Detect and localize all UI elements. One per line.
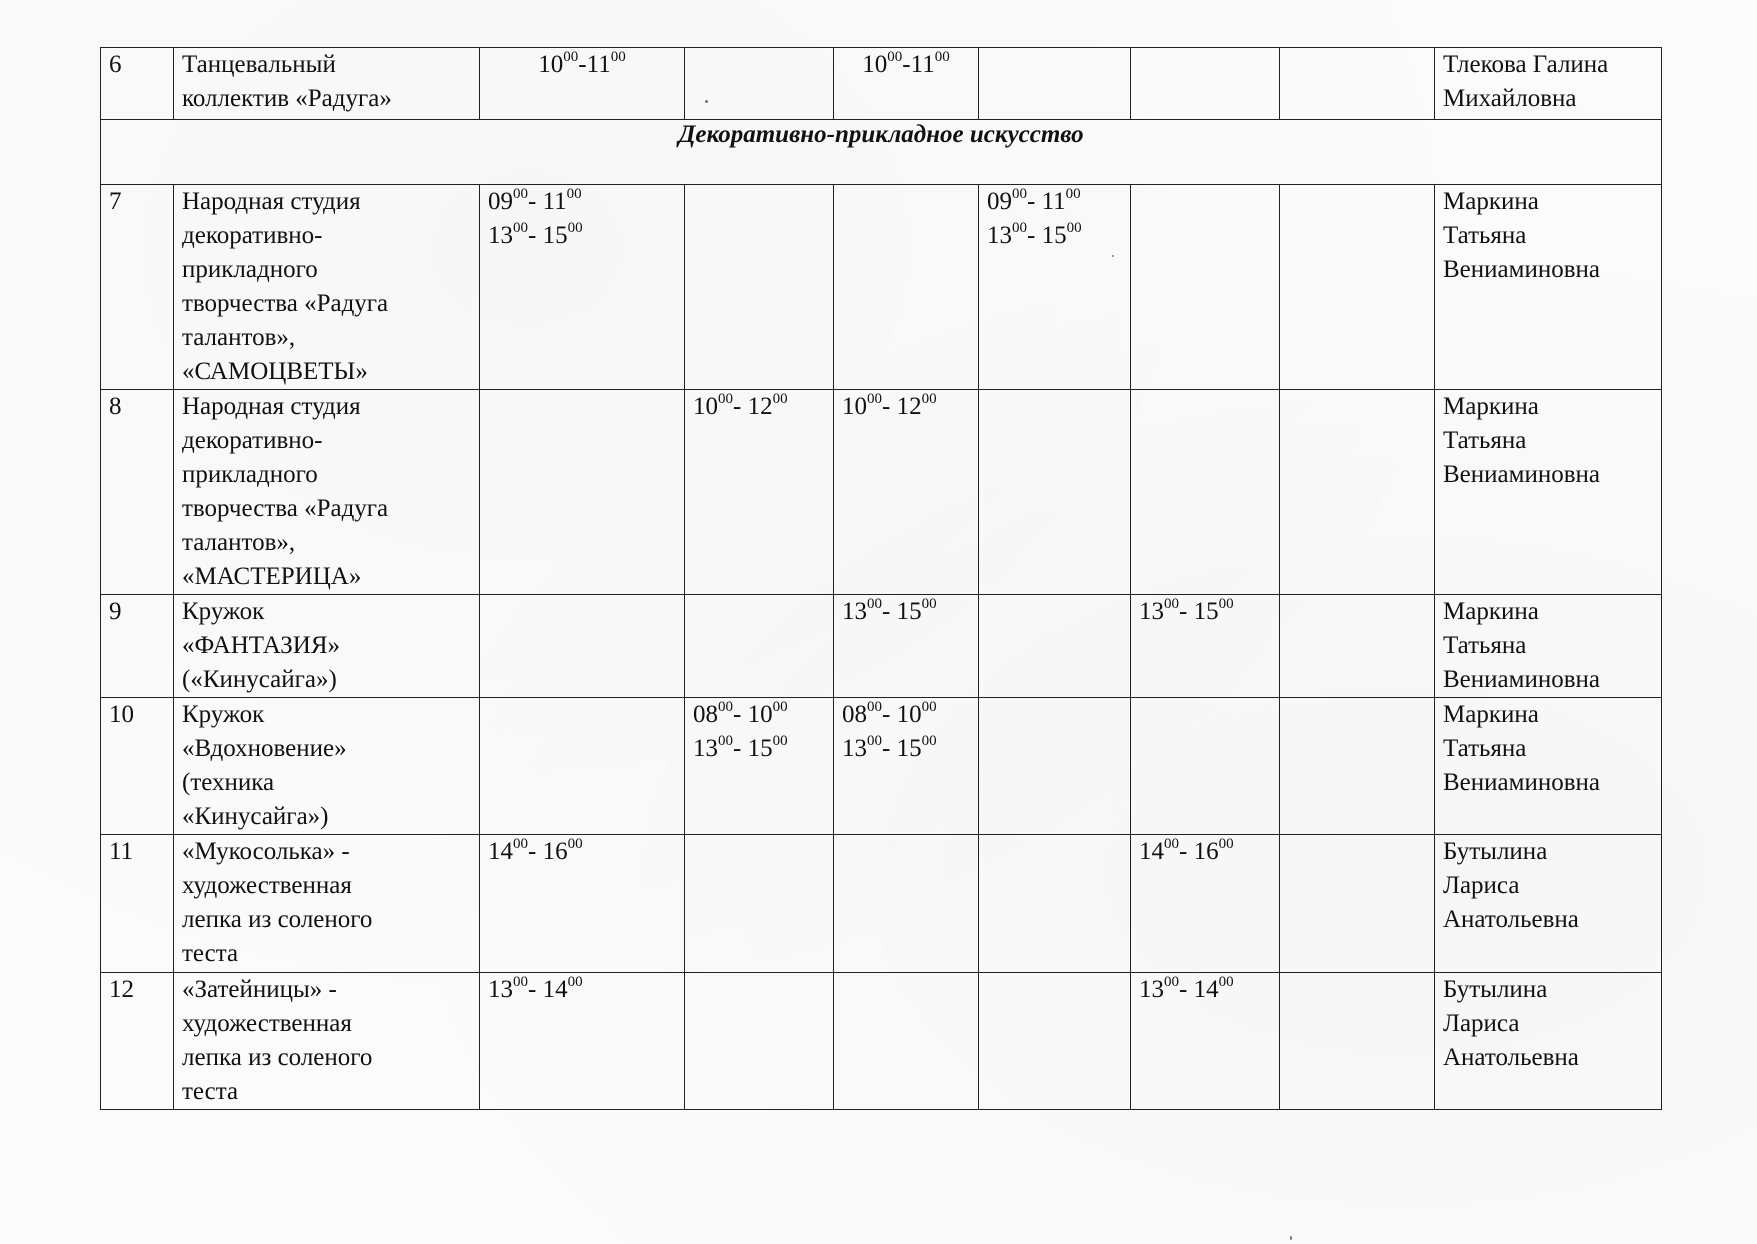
group-name	[174, 595, 480, 698]
time-slot: $14^{00}-$ $16^{00}$	[1139, 836, 1234, 865]
table-row	[101, 390, 1662, 595]
table-row	[101, 973, 1662, 1110]
time-cell-fri	[1131, 48, 1280, 120]
time-cell-wed	[834, 595, 979, 698]
group-name-line: «МАСТЕРИЦА»	[182, 563, 362, 590]
time-cell-fri	[1131, 390, 1280, 595]
time-cell-wed	[834, 698, 979, 835]
time-slot: $08^{00}-$ $10^{00}$	[693, 699, 788, 728]
leader-name-line: Татьяна	[1443, 632, 1527, 659]
time-slot: $13^{00}-$ $15^{00}$	[842, 596, 937, 625]
time-cell-fri	[1131, 185, 1280, 390]
time-cell-fri	[1131, 595, 1280, 698]
leader-name-line: Бутылина	[1443, 838, 1548, 865]
leader-name-line: Лариса	[1443, 872, 1520, 899]
time-cell-mon	[480, 595, 685, 698]
time-slot: $09^{00}-$ $11^{00}$	[987, 186, 1081, 215]
time-cell-tue	[685, 48, 834, 120]
group-name-line: талантов»,	[182, 324, 296, 351]
table-row	[101, 835, 1662, 973]
table-row	[101, 48, 1662, 120]
time-slot: $13^{00}-$ $14^{00}$	[1139, 974, 1234, 1003]
time-cell-mon	[480, 185, 685, 390]
leader-name	[1435, 185, 1662, 390]
time-cell-wed	[834, 48, 979, 120]
time-cell-sat	[1280, 835, 1435, 973]
group-name-line: талантов»,	[182, 529, 296, 556]
time-slot: $13^{00}-$ $15^{00}$	[488, 220, 583, 249]
group-name-line: декоративно-	[182, 222, 323, 249]
group-name-line: теста	[182, 940, 239, 967]
group-name-line: коллектив «Радуга»	[182, 85, 392, 112]
group-name	[174, 185, 480, 390]
time-cell-wed	[834, 973, 979, 1110]
group-name-line: Танцевальный	[182, 51, 336, 78]
group-name-line: «Затейницы» -	[182, 976, 337, 1003]
time-slot: $10^{00}-11^{00}$	[538, 49, 626, 78]
leader-name-line: Вениаминовна	[1443, 256, 1600, 283]
leader-name	[1435, 595, 1662, 698]
time-cell-sat	[1280, 185, 1435, 390]
group-name-line: Кружок	[182, 701, 265, 728]
time-cell-thu	[979, 835, 1131, 973]
time-cell-sat	[1280, 595, 1435, 698]
group-name	[174, 48, 480, 120]
row-number: 12	[101, 973, 174, 1110]
time-cell-wed	[834, 835, 979, 973]
time-cell-fri	[1131, 698, 1280, 835]
table-row	[101, 185, 1662, 390]
leader-name-line: Вениаминовна	[1443, 769, 1600, 796]
schedule-table	[100, 47, 1662, 1110]
time-cell-mon	[480, 390, 685, 595]
time-cell-wed	[834, 390, 979, 595]
leader-name-line: Маркина	[1443, 393, 1539, 420]
leader-name	[1435, 973, 1662, 1110]
row-number: 11	[101, 835, 174, 973]
time-cell-thu	[979, 185, 1131, 390]
leader-name-line: Михайловна	[1443, 85, 1577, 112]
time-cell-sat	[1280, 48, 1435, 120]
time-slot: $13^{00}-$ $15^{00}$	[1139, 596, 1234, 625]
row-number: 10	[101, 698, 174, 835]
time-cell-tue	[685, 185, 834, 390]
time-cell-fri	[1131, 973, 1280, 1110]
group-name	[174, 973, 480, 1110]
group-name-line: Кружок	[182, 598, 265, 625]
time-slot: $14^{00}-$ $16^{00}$	[488, 836, 583, 865]
row-number: 8	[101, 390, 174, 595]
leader-name	[1435, 48, 1662, 120]
time-cell-thu	[979, 973, 1131, 1110]
leader-name-line: Вениаминовна	[1443, 666, 1600, 693]
time-slot: $13^{00}-$ $15^{00}$	[842, 733, 937, 762]
time-cell-mon	[480, 698, 685, 835]
group-name-line: («Кинусайга»)	[182, 666, 337, 693]
time-cell-tue	[685, 835, 834, 973]
time-cell-thu	[979, 48, 1131, 120]
time-slot: $13^{00}-$ $14^{00}$	[488, 974, 583, 1003]
leader-name-line: Вениаминовна	[1443, 461, 1600, 488]
time-cell-tue	[685, 390, 834, 595]
leader-name-line: Бутылина	[1443, 976, 1548, 1003]
leader-name-line: Анатольевна	[1443, 1044, 1579, 1071]
group-name-line: творчества «Радуга	[182, 290, 389, 317]
time-cell-wed	[834, 185, 979, 390]
row-number: 6	[101, 48, 174, 120]
leader-name	[1435, 390, 1662, 595]
group-name-line: «Мукосолька» -	[182, 838, 350, 865]
scan-speck	[1290, 1236, 1292, 1240]
group-name-line: (техника	[182, 769, 275, 796]
time-cell-tue	[685, 698, 834, 835]
leader-name-line: Татьяна	[1443, 427, 1527, 454]
group-name-line: декоративно-	[182, 427, 323, 454]
group-name-line: «Вдохновение»	[182, 735, 347, 762]
group-name-line: прикладного	[182, 256, 318, 283]
section-row	[101, 120, 1662, 185]
group-name-line: Народная студия	[182, 393, 361, 420]
time-slot: $10^{00}-$ $12^{00}$	[693, 391, 788, 420]
time-cell-mon	[480, 835, 685, 973]
leader-name	[1435, 835, 1662, 973]
time-cell-sat	[1280, 973, 1435, 1110]
table-row	[101, 595, 1662, 698]
group-name	[174, 835, 480, 973]
leader-name-line: Татьяна	[1443, 222, 1527, 249]
group-name	[174, 390, 480, 595]
group-name-line: теста	[182, 1078, 239, 1105]
group-name-line: художественная	[182, 1010, 352, 1037]
time-cell-thu	[979, 390, 1131, 595]
group-name-line: прикладного	[182, 461, 318, 488]
time-cell-thu	[979, 698, 1131, 835]
group-name-line: «Кинусайга»)	[182, 803, 329, 830]
group-name	[174, 698, 480, 835]
section-title: Декоративно-прикладное искусство	[101, 120, 1662, 185]
time-slot: $13^{00}-$ $15^{00}$	[987, 220, 1082, 249]
group-name-line: лепка из соленого	[182, 906, 373, 933]
time-slot: $13^{00}-$ $15^{00}$	[693, 733, 788, 762]
time-cell-fri	[1131, 835, 1280, 973]
group-name-line: Народная студия	[182, 188, 361, 215]
time-slot: $09^{00}-$ $11^{00}$	[488, 186, 582, 215]
group-name-line: «ФАНТАЗИЯ»	[182, 632, 340, 659]
leader-name-line: Маркина	[1443, 701, 1539, 728]
time-cell-thu	[979, 595, 1131, 698]
time-slot: $10^{00}-11^{00}$	[862, 49, 950, 78]
leader-name-line: Тлекова Галина	[1443, 51, 1609, 78]
time-slot: $10^{00}-$ $12^{00}$	[842, 391, 937, 420]
leader-name-line: Маркина	[1443, 188, 1539, 215]
group-name-line: «САМОЦВЕТЫ»	[182, 358, 368, 385]
time-cell-tue	[685, 973, 834, 1110]
row-number: 7	[101, 185, 174, 390]
time-cell-sat	[1280, 698, 1435, 835]
row-number: 9	[101, 595, 174, 698]
time-cell-sat	[1280, 390, 1435, 595]
group-name-line: лепка из соленого	[182, 1044, 373, 1071]
time-slot: $08^{00}-$ $10^{00}$	[842, 699, 937, 728]
table-row	[101, 698, 1662, 835]
group-name-line: творчества «Радуга	[182, 495, 389, 522]
leader-name-line: Лариса	[1443, 1010, 1520, 1037]
time-cell-mon	[480, 973, 685, 1110]
leader-name	[1435, 698, 1662, 835]
time-cell-tue	[685, 595, 834, 698]
time-cell-mon	[480, 48, 685, 120]
leader-name-line: Татьяна	[1443, 735, 1527, 762]
group-name-line: художественная	[182, 872, 352, 899]
leader-name-line: Маркина	[1443, 598, 1539, 625]
leader-name-line: Анатольевна	[1443, 906, 1579, 933]
